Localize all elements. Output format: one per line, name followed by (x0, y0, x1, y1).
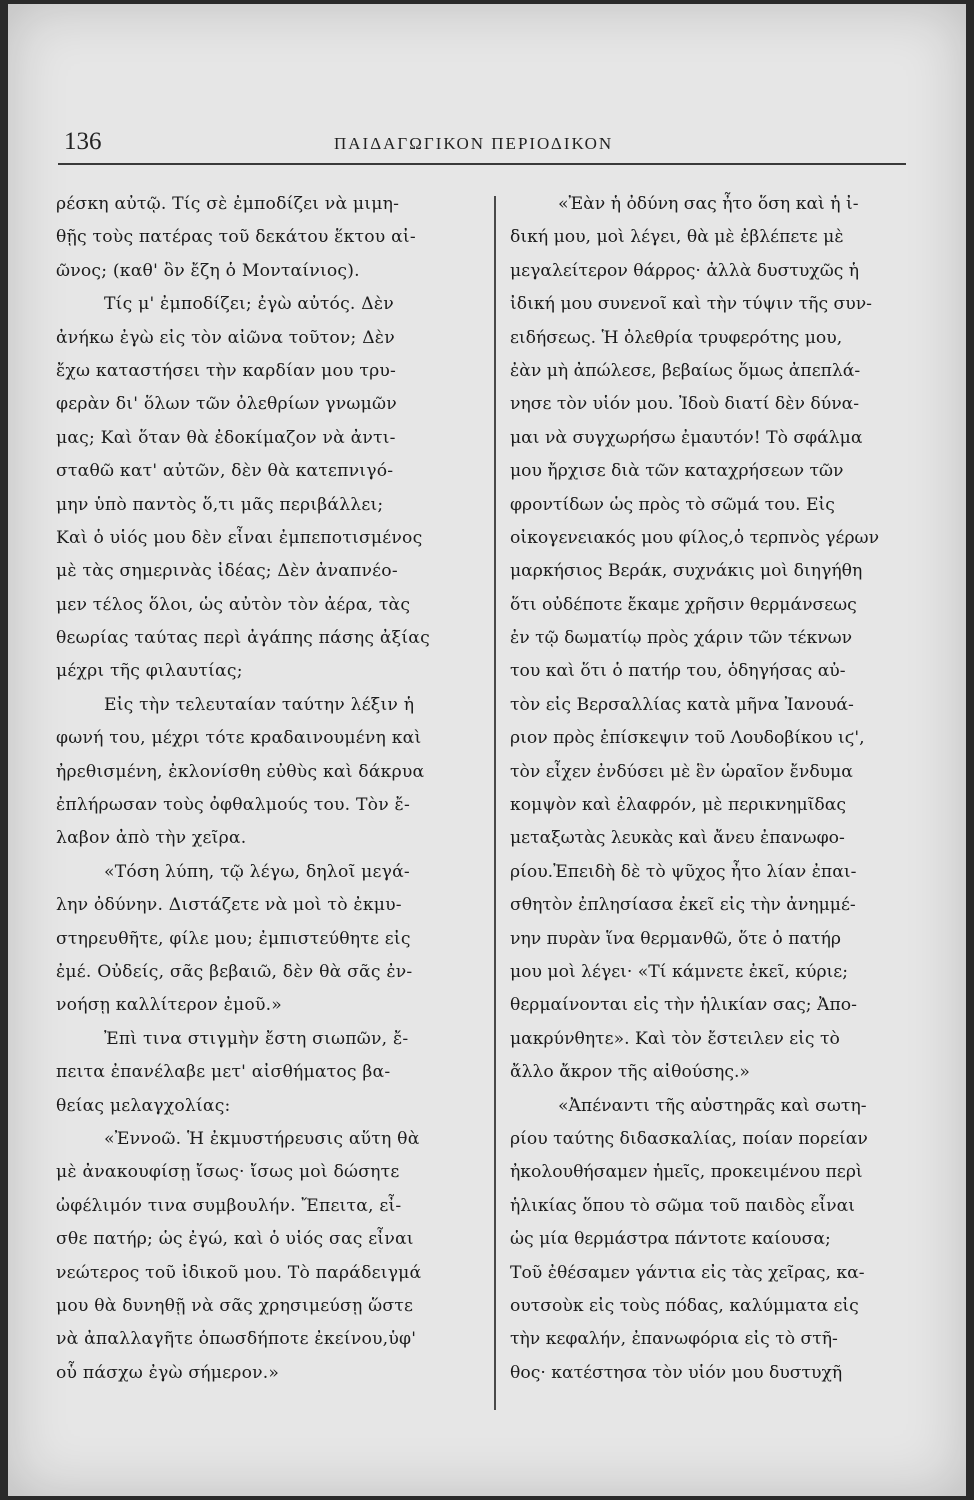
text-line: «Ἀπέναντι τῆς αὐστηρᾶς καὶ σωτη- (558, 1095, 867, 1116)
text-line: Ἐπὶ τινα στιγμὴν ἔστη σιωπῶν, ἔ- (104, 1028, 409, 1049)
text-line: νην πυρὰν ἵνα θερμανθῶ, ὅτε ὁ πατήρ (510, 928, 842, 949)
text-line: μας; Καὶ ὅταν θὰ ἐδοκίμαζον νὰ ἀντι- (56, 427, 396, 448)
text-line: θερμαίνονται εἰς τὴν ἡλικίαν σας; Ἀπο- (510, 995, 857, 1016)
text-line: νεώτερος τοῦ ἰδικοῦ μου. Τὸ παράδειγμά (56, 1262, 422, 1283)
text-line: ἔχω καταστήσει τὴν καρδίαν μου τρυ- (56, 360, 397, 381)
text-line: μεταξωτὰς λευκὰς καὶ ἄνευ ἐπανωφο- (510, 828, 845, 849)
text-line: ὅτι οὐδέποτε ἔκαμε χρῆσιν θερμάνσεως (510, 594, 857, 615)
text-line: νὰ ἀπαλλαγῆτε ὁπωσδήποτε ἐκείνου,ὑφ' (56, 1329, 417, 1350)
text-line: ἄλλο ἄκρον τῆς αἰθούσης.» (510, 1062, 750, 1083)
text-line: Καὶ ὁ υἱός μου δὲν εἶναι ἐμπεποτισμένος (56, 527, 423, 548)
text-line: μεγαλείτερον θάρρος· ἀλλὰ δυστυχῶς ἡ (510, 260, 860, 281)
text-line: τὸν εἶχεν ἐνδύσει μὲ ἓν ὡραῖον ἔνδυμα (510, 761, 853, 782)
text-line: θείας μελαγχολίας: (56, 1095, 231, 1116)
text-line: «Ἐννοῶ. Ἡ ἐκμυστήρευσις αὕτη θὰ (104, 1128, 420, 1149)
text-line: ἀνήκω ἐγὼ εἰς τὸν αἰῶνα τοῦτον; Δὲν (56, 327, 395, 348)
text-line: μου μοὶ λέγει· «Τί κάμνετε ἐκεῖ, κύριε; (510, 961, 848, 982)
text-line: τὸν εἰς Βερσαλλίας κατὰ μῆνα Ἰανουά- (510, 694, 854, 715)
text-line: κομψὸν καὶ ἐλαφρόν, μὲ περικνημῖδας (510, 795, 847, 816)
text-line: ρέσκη αὐτῷ. Τίς σὲ ἐμποδίζει νὰ μιμη- (56, 194, 400, 214)
text-line: τὴν κεφαλήν, ἐπανωφόρια εἰς τὸ στῆ- (510, 1329, 838, 1350)
text-line: μην ὑπὸ παντὸς ὅ,τι μᾶς περιβάλλει; (56, 494, 384, 515)
text-line: «Ἐὰν ἡ ὀδύνη σας ἦτο ὅση καὶ ἡ ἰ- (558, 194, 859, 214)
right-column (510, 188, 936, 1390)
text-line: ἡλικίας ὅπου τὸ σῶμα τοῦ παιδὸς εἶναι (510, 1195, 855, 1216)
text-line: μέχρι τῆς φιλαυτίας; (56, 661, 243, 682)
page-number: 136 (64, 128, 102, 155)
text-line: θῇς τοὺς πατέρας τοῦ δεκάτου ἕκτου αἰ- (56, 227, 416, 248)
text-line: σταθῶ κατ' αὐτῶν, δὲν θὰ κατεπνιγό- (56, 461, 394, 482)
column-divider (494, 196, 496, 1410)
text-line: ἠρεθισμένη, ἐκλονίσθη εὐθὺς καὶ δάκρυα (56, 761, 425, 782)
text-line: ῶνος; (καθ' ὃν ἔζη ὁ Μονταίνιος). (56, 260, 360, 281)
text-line: Τίς μ' ἐμποδίζει; ἐγὼ αὐτός. Δὲν (104, 294, 394, 315)
text-line: στηρευθῆτε, φίλε μου; ἐμπιστεύθητε εἰς (56, 928, 411, 949)
text-line: ἐν τῷ δωματίῳ πρὸς χάριν τῶν τέκνων (510, 628, 853, 649)
text-line: ρίου.Ἐπειδὴ δὲ τὸ ψῦχος ἦτο λίαν ἐπαι- (510, 861, 857, 882)
text-line: νοήσῃ καλλίτερον ἐμοῦ.» (56, 995, 283, 1016)
text-line: ειδήσεως. Ἡ ὀλεθρία τρυφερότης μου, (510, 327, 843, 348)
text-line: μου ἤρχισε διὰ τῶν καταχρήσεων τῶν (510, 461, 844, 482)
text-line: θος· κατέστησα τὸν υἱόν μου δυστυχῆ (510, 1362, 843, 1383)
text-line: «Τόση λύπη, τῷ λέγω, δηλοῖ μεγά- (104, 861, 410, 882)
text-line: ὡς μία θερμάστρα πάντοτε καίουσα; (510, 1229, 831, 1250)
text-line: ουτσοὺκ εἰς τοὺς πόδας, καλύμματα εἰς (510, 1295, 859, 1316)
text-line: ἐὰν μὴ ἀπώλεσε, βεβαίως ὅμως ἀπεπλά- (510, 360, 861, 381)
text-line: λαβον ἀπὸ τὴν χεῖρα. (56, 828, 247, 849)
text-line: οὗ πάσχω ἐγὼ σήμερον.» (56, 1362, 280, 1383)
text-line: ἠκολουθήσαμεν ἡμεῖς, προκειμένου περὶ (510, 1162, 863, 1183)
text-line: σθητὸν ἐπλησίασα ἐκεῖ εἰς τὴν ἀνημμέ- (510, 895, 856, 916)
text-line: δική μου, μοὶ λέγει, θὰ μὲ ἐβλέπετε μὲ (510, 227, 844, 248)
text-line: μαρκήσιος Βεράκ, συχνάκις μοὶ διηγήθη (510, 561, 863, 582)
text-line: θεωρίας ταύτας περὶ ἀγάπης πάσης ἀξίας (56, 628, 430, 649)
text-line: μου θὰ δυνηθῇ νὰ σᾶς χρησιμεύσῃ ὥστε (56, 1295, 414, 1316)
text-line: μακρύνθητε». Καὶ τὸν ἔστειλεν εἰς τὸ (510, 1028, 840, 1049)
text-line: ρίου ταύτης διδασκαλίας, ποίαν πορείαν (510, 1128, 868, 1149)
text-line: ἰδική μου συνενοῖ καὶ τὴν τύψιν τῆς συν- (510, 294, 872, 315)
text-line: φερὰν δι' ὅλων τῶν ὀλεθρίων γνωμῶν (56, 394, 397, 415)
text-line: Τοῦ ἐθέσαμεν γάντια εἰς τὰς χεῖρας, κα- (510, 1262, 865, 1283)
text-line: ριον πρὸς ἐπίσκεψιν τοῦ Λουδοβίκου ιϛ', (510, 728, 865, 749)
text-line: πειτα ἐπανέλαβε μετ' αἰσθήματος βα- (56, 1062, 391, 1083)
left-column (56, 188, 486, 1390)
text-line: ὠφέλιμόν τινα συμβουλήν. Ἔπειτα, εἶ- (56, 1195, 402, 1216)
text-line: μὲ τὰς σημερινὰς ἰδέας; Δὲν ἀναπνέο- (56, 561, 398, 582)
text-line: Εἰς τὴν τελευταίαν ταύτην λέξιν ἡ (104, 694, 415, 715)
header-rule (58, 163, 906, 165)
text-line: του καὶ ὅτι ὁ πατήρ του, ὁδηγήσας αὐ- (510, 661, 846, 682)
text-line: ἐπλήρωσαν τοὺς ὀφθαλμούς του. Τὸν ἔ- (56, 795, 410, 816)
text-line: νησε τὸν υἱόν μου. Ἰδοὺ διατί δὲν δύνα- (510, 394, 860, 415)
text-line: μὲ ἀνακουφίσῃ ἴσως· ἴσως μοὶ δώσητε (56, 1162, 400, 1183)
text-line: φωνή του, μέχρι τότε κραδαινουμένη καὶ (56, 728, 422, 749)
text-line: μαι νὰ συγχωρήσω ἐμαυτόν! Τὸ σφάλμα (510, 427, 863, 448)
text-line: σθε πατήρ; ὡς ἐγώ, καὶ ὁ υἱός σας εἶναι (56, 1229, 414, 1250)
text-line: φροντίδων ὡς πρὸς τὸ σῶμά του. Εἰς (510, 494, 835, 515)
running-title: ΠΑΙΔΑΓΩΓΙΚΟΝ ΠΕΡΙΟΔΙΚΟΝ (334, 134, 614, 153)
page-header (64, 128, 914, 164)
text-line: λην ὀδύνην. Διστάζετε νὰ μοὶ τὸ ἐκμυ- (56, 895, 402, 916)
text-line: μεν τέλος ὅλοι, ὡς αὐτὸν τὸν ἀέρα, τὰς (56, 594, 411, 615)
text-line: ἐμέ. Οὐδείς, σᾶς βεβαιῶ, δὲν θὰ σᾶς ἐν- (56, 961, 413, 982)
text-line: οἰκογενειακός μου φίλος,ὁ τερπνὸς γέρων (510, 527, 880, 548)
